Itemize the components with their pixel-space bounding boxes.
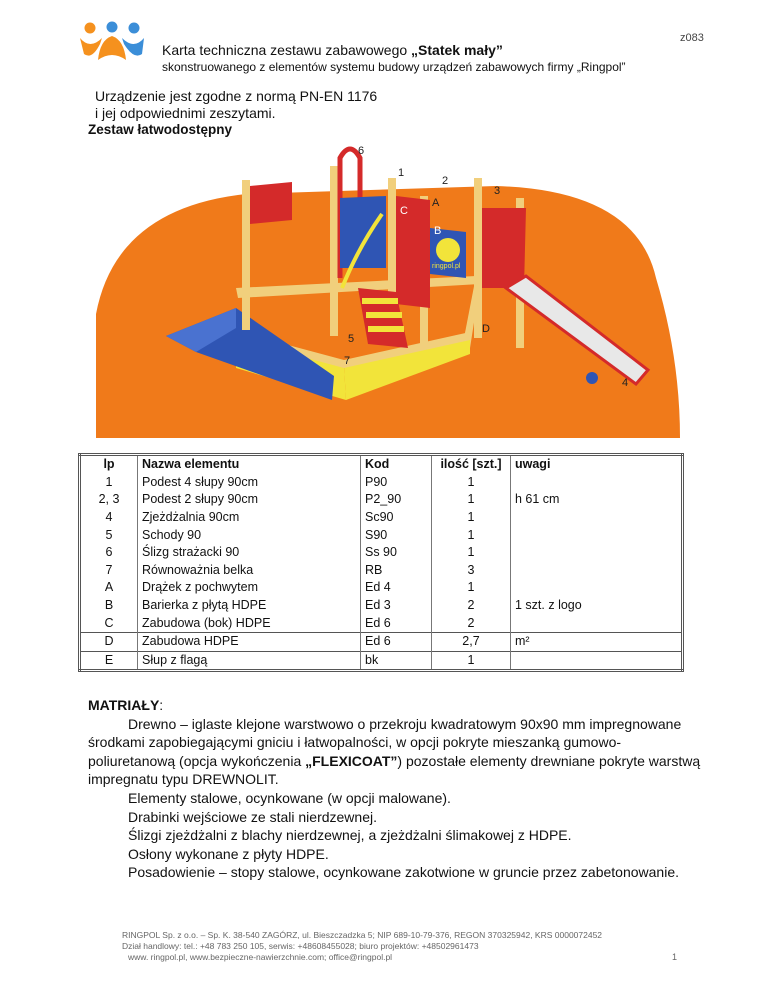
cell-name: Zabudowa HDPE (138, 632, 361, 651)
norm-line-2: i jej odpowiednimi zeszytami. (95, 105, 276, 121)
cell-qty: 3 (432, 562, 511, 580)
cell-lp: 4 (105, 510, 113, 525)
cell-name: Podest 2 słupy 90cm (138, 491, 361, 509)
accessibility-heading: Zestaw łatwodostępny (88, 122, 233, 137)
spec-table (78, 453, 684, 672)
cell-notes (511, 509, 683, 527)
table-row (80, 474, 683, 492)
cell-notes (511, 544, 683, 562)
page-subtitle: skonstruowanego z elementów systemu budowy urządzeń zabawowych firmy „Ringpol” (162, 60, 626, 74)
cell-qty: 2,7 (432, 632, 511, 651)
footer-line-3: www. ringpol.pl, www.bezpieczne-nawierzchnie.com; office@ringpol.pl (128, 952, 393, 962)
cell-code: Ed 6 (361, 614, 432, 632)
figure-label: 5 (348, 333, 355, 345)
cell-name: Zjeżdżalnia 90cm (138, 509, 361, 527)
cell-lp: B (104, 598, 114, 613)
document-id: z083 (680, 32, 704, 44)
page-number: 1 (672, 952, 678, 962)
cell-lp: 5 (105, 527, 113, 542)
table-row (80, 562, 683, 580)
table-row (80, 526, 683, 544)
cell-qty: 1 (432, 579, 511, 597)
cell-name: Równoważnia belka (138, 562, 361, 580)
cell-lp: A (104, 580, 114, 595)
table-row (80, 651, 683, 671)
page-title (162, 42, 503, 58)
table-header-row (80, 455, 683, 474)
cell-qty: 2 (432, 597, 511, 615)
figure-label: 3 (494, 185, 501, 197)
ringpol-logo (78, 20, 146, 64)
page-title-name: „Statek mały” (411, 42, 503, 58)
cell-code: bk (361, 651, 432, 671)
table-row (80, 544, 683, 562)
cell-code: Ss 90 (361, 544, 432, 562)
figure-label: 4 (622, 377, 629, 389)
cell-name: Słup z flagą (138, 651, 361, 671)
materials-steel: Elementy stalowe, ocynkowane (w opcji malowane). (128, 789, 451, 806)
materials-section (88, 696, 708, 882)
materials-ladders: Drabinki wejściowe ze stali nierdzewnej. (128, 808, 377, 825)
materials-heading-colon: : (159, 697, 164, 713)
figure-label: B (434, 225, 442, 237)
cell-name: Drążek z pochwytem (138, 579, 361, 597)
col-notes: uwagi (511, 455, 683, 474)
materials-heading: MATRIAŁY (88, 697, 160, 713)
cell-qty: 1 (432, 651, 511, 671)
cell-code: Ed 3 (361, 597, 432, 615)
cell-lp: 7 (105, 562, 113, 577)
cell-notes (511, 579, 683, 597)
figure-label: 1 (398, 167, 405, 179)
page-title-prefix: Karta techniczna zestawu zabawowego (162, 42, 412, 58)
cell-qty: 2 (432, 614, 511, 632)
playground-illustration (96, 138, 680, 438)
cell-notes (511, 614, 683, 632)
footer-line-2: Dział handlowy: tel.: +48 783 250 105, serwis: +48608455028; biuro projektów: +48502961473 (122, 941, 479, 951)
cell-lp: 1 (105, 474, 113, 489)
cell-notes (511, 526, 683, 544)
cell-code: Ed 4 (361, 579, 432, 597)
side-panel-c (340, 196, 386, 268)
cell-notes: m² (511, 632, 683, 651)
col-qty: ilość [szt.] (432, 455, 511, 474)
figure-label: 6 (358, 145, 365, 157)
footer-line-1: RINGPOL Sp. z o.o. – Sp. K. 38-540 ZAGÓRZ, ul. Bieszczadzka 5; NIP 689-10-79-376, REGON 370325942, KRS 0000072452 (122, 930, 603, 940)
cell-notes: 1 szt. z logo (511, 597, 683, 615)
materials-wood-text: Drewno – iglaste klejone warstwowo o przekroju kwadratowym 90x90 mm impregnowane środkami zapobiegającymi gniciu i łatwopalności, w opcji pokryte mieszanką gumowo-poliuretanową (opcja wykończenia (88, 715, 682, 769)
cell-notes (511, 474, 683, 492)
cell-lp: D (80, 632, 138, 651)
cell-lp: C (104, 615, 114, 630)
cell-name: Barierka z płytą HDPE (138, 597, 361, 615)
cell-qty: 1 (432, 491, 511, 509)
cell-name: Schody 90 (138, 526, 361, 544)
figure-label: A (432, 197, 440, 209)
cell-notes (511, 651, 683, 671)
cell-code: Ed 6 (361, 632, 432, 651)
cell-code: S90 (361, 526, 432, 544)
cell-code: Sc90 (361, 509, 432, 527)
col-name: Nazwa elementu (138, 455, 361, 474)
materials-slides: Ślizgi zjeżdżalni z blachy nierdzewnej, a zjeżdżalni ślimakowej z HDPE. (128, 827, 572, 844)
table-row (80, 597, 683, 615)
materials-wood-text-2: ) pozostałe elementy drewniane pokryte warstwą impregnatu typu DREWNOLIT. (88, 752, 701, 788)
materials-covers: Osłony wykonane z płyty HDPE. (128, 845, 329, 862)
cell-code: P90 (361, 474, 432, 492)
right-wall (482, 208, 526, 288)
materials-flexicoat: „FLEXICOAT” (305, 752, 398, 769)
flag-pole (242, 180, 250, 330)
materials-wood (88, 715, 708, 789)
cell-name: Ślizg strażacki 90 (138, 544, 361, 562)
table-row (80, 614, 683, 632)
cell-qty: 1 (432, 526, 511, 544)
cell-name: Podest 4 słupy 90cm (138, 474, 361, 492)
materials-foundation: Posadowienie – stopy stalowe, ocynkowane zakotwione w gruncie przez zabetonowanie. (128, 864, 679, 881)
cell-qty: 1 (432, 544, 511, 562)
cell-qty: 1 (432, 509, 511, 527)
cell-code: P2_90 (361, 491, 432, 509)
figure-label: C (400, 205, 408, 217)
cell-notes: h 61 cm (511, 491, 683, 509)
company-footer (122, 930, 602, 963)
table-row (80, 579, 683, 597)
col-lp: lp (103, 457, 115, 472)
col-code: Kod (361, 455, 432, 474)
cell-qty: 1 (432, 474, 511, 492)
norm-statement (95, 88, 377, 122)
figure-label: D (482, 323, 490, 335)
table-row (80, 509, 683, 527)
figure-label: 7 (344, 355, 351, 367)
table-row (80, 491, 683, 509)
cell-name: Zabudowa (bok) HDPE (138, 614, 361, 632)
cell-lp: E (80, 651, 138, 671)
table-row (80, 632, 683, 651)
cell-lp: 6 (105, 545, 113, 560)
cell-code: RB (361, 562, 432, 580)
norm-line-1: Urządzenie jest zgodne z normą PN-EN 1176 (95, 88, 378, 104)
cell-lp: 2, 3 (98, 492, 120, 507)
panel-logo-text: ringpol.pl (432, 263, 461, 270)
cell-notes (511, 562, 683, 580)
figure-label: 2 (442, 175, 449, 187)
flag (250, 182, 292, 224)
